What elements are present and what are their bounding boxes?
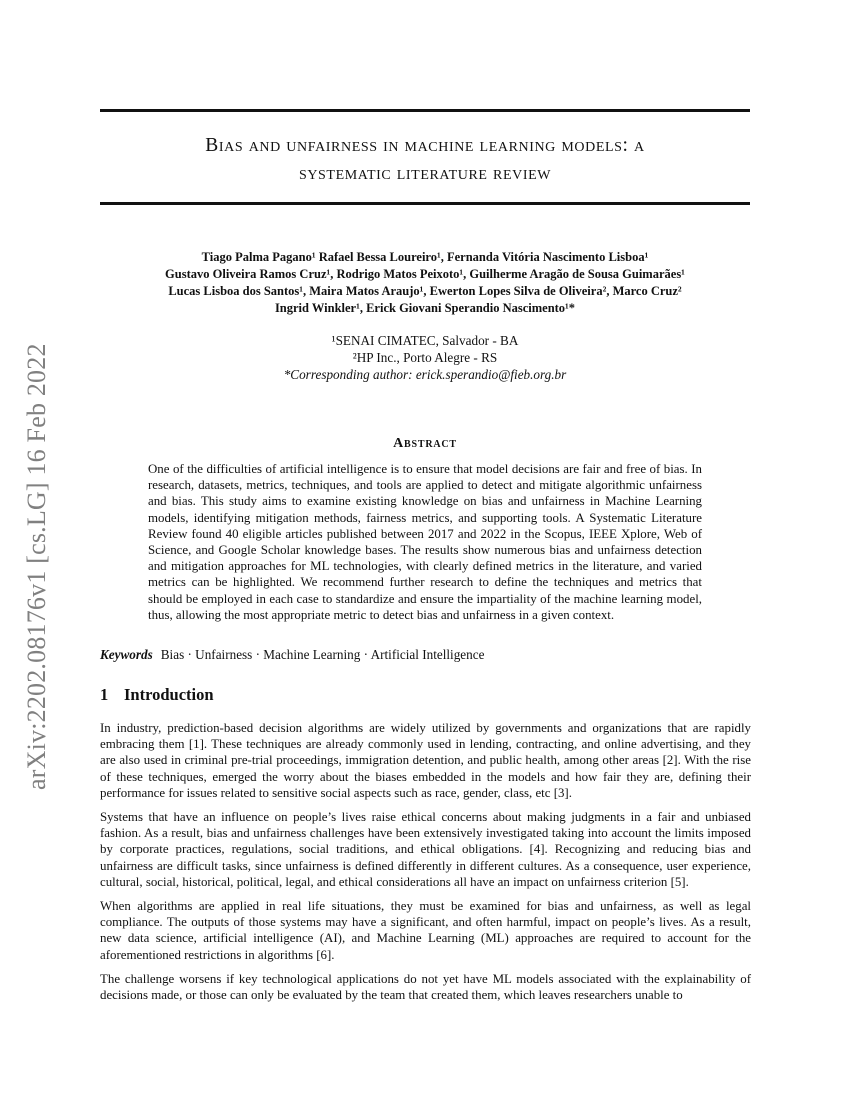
section-number: 1 xyxy=(100,685,109,704)
author-line: Gustavo Oliveira Ramos Cruz¹, Rodrigo Matos Peixoto¹, Guilherme Aragão de Sousa Guimarães¹ xyxy=(165,267,685,281)
title-rule-top xyxy=(100,109,750,112)
author-line: Tiago Palma Pagano¹ Rafael Bessa Loureiro¹, Fernanda Vitória Nascimento Lisboa¹ xyxy=(201,250,649,264)
keywords xyxy=(100,646,750,663)
arxiv-identifier: arXiv:2202.08176v1 [cs.LG] 16 Feb 2022 xyxy=(22,343,51,790)
author-list xyxy=(100,249,750,317)
author-line: Ingrid Winkler¹, Erick Giovani Sperandio Nascimento¹* xyxy=(274,301,576,315)
body-paragraph: The challenge worsens if key technological applications do not yet have ML models associated with the explainability of decisions made, or those can only be evaluated by the team that created them, which leaves researchers unable to xyxy=(100,971,751,1003)
introduction-body xyxy=(100,720,751,1011)
affiliations xyxy=(100,332,750,383)
author-line: Lucas Lisboa dos Santos¹, Maira Matos Araujo¹, Ewerton Lopes Silva de Oliveira², Marco Cruz² xyxy=(168,284,682,298)
abstract-heading: Abstract xyxy=(393,436,457,451)
section-heading xyxy=(100,685,750,705)
affiliation-1: ¹SENAI CIMATEC, Salvador - BA xyxy=(331,333,519,348)
body-paragraph: Systems that have an influence on people’s lives raise ethical concerns about making judgments in a fair and unbiased fashion. As a result, bias and unfairness challenges have been extensively investigated taking into account the limits imposed by corporate practices, regulations, social traditions, and ethical obligations. [4]. Recognizing and reducing bias and unfairness are difficult tasks, since unfairness is defined differently in different cultures. As a consequence, user experience, cultural, social, historical, political, legal, and ethical considerations all have an impact on unfairness criterion [5]. xyxy=(100,810,751,889)
section-title: Introduction xyxy=(124,685,214,704)
body-paragraph: When algorithms are applied in real life situations, they must be examined for bias and unfairness, as well as legal compliance. The outputs of those systems may have a significant, and often harmful, impact on people’s lives. As a result, new data science, artificial intelligence (AI), and Machine Learning (ML) approaches are required to account for the aforementioned restrictions in algorithms [6]. xyxy=(100,899,751,962)
paper-title xyxy=(100,132,750,188)
abstract-text: One of the difficulties of artificial intelligence is to ensure that model decisions are fair and free of bias. In research, datasets, metrics, techniques, and tools are applied to detect and mitigate algorithmic unfairness and bias. This study aims to examine existing knowledge on bias and unfairness in Machine Learning models, identifying mitigation methods, fairness metrics, and supporting tools. A Systematic Literature Review found 40 eligible articles published between 2017 and 2022 in the Scopus, IEEE Xplore, Web of Science, and Google Scholar knowledge bases. The results show numerous bias and unfairness detection and mitigation approaches for ML technologies, with clearly defined metrics in the literature, and varied metrics can be highlighted. We recommend further research to define the techniques and metrics that should be employed in each case to standardize and ensure the impartiality of the machine learning model, thus, allowing the most appropriate metric to detect bias and unfairness in a given context. xyxy=(148,462,702,622)
title-line-2: systematic literature review xyxy=(298,163,552,184)
body-paragraph: In industry, prediction-based decision algorithms are widely utilized by governments and organizations that are rapidly embracing them [1]. These techniques are already commonly used in lending, contracting, and online advertising, and they are also used in criminal pre-trial proceedings, immigration detention, and public health, among other areas [2]. With the rise of these techniques, emerged the worry about the biases embedded in the models and how fair they are, defining their performance for issues related to sensitive social aspects such as race, gender, class, etc [3]. xyxy=(100,721,751,800)
title-rule-bottom xyxy=(100,202,750,205)
title-line-1: Bias and unfairness in machine learning models: a xyxy=(205,135,645,156)
keywords-text: Bias · Unfairness · Machine Learning · Artificial Intelligence xyxy=(160,647,485,662)
affiliation-2: ²HP Inc., Porto Alegre - RS xyxy=(352,350,498,365)
corresponding-author: *Corresponding author: erick.sperandio@fieb.org.br xyxy=(283,367,567,382)
keywords-label: Keywords xyxy=(100,647,153,662)
